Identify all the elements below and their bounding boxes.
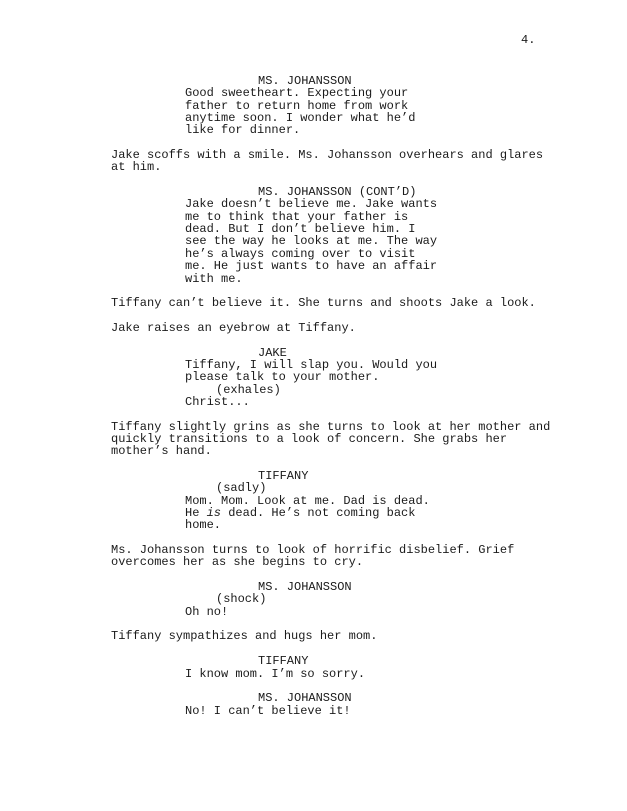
character-name: JAKE	[258, 345, 287, 360]
action	[111, 149, 581, 174]
dialogue-line: dead. But I don’t believe him. I	[185, 222, 416, 237]
action-line: overcomes her as she begins to cry.	[111, 555, 364, 570]
dialogue-line: Tiffany, I will slap you. Would you	[185, 357, 438, 372]
dialogue-line: Oh no!	[185, 604, 229, 619]
action-line: at him.	[111, 160, 162, 175]
page-number: 4.	[521, 33, 536, 47]
dialogue-line: Christ...	[185, 394, 250, 409]
action-line: quickly transitions to a look of concern. She grabs her	[111, 431, 508, 446]
action-line: Tiffany can’t believe it. She turns and shoots Jake a look.	[111, 296, 536, 311]
character-name: TIFFANY	[258, 469, 309, 483]
action-line: Jake raises an eyebrow at Tiffany.	[111, 320, 356, 335]
dialogue-line: father to return home from work	[185, 98, 409, 113]
action-line: mother’s hand.	[111, 444, 212, 459]
dialogue-line: with me.	[185, 271, 243, 286]
dialogue-line: Good sweetheart. Expecting your	[185, 86, 409, 101]
dialogue-line: me. He just wants to have an affair	[185, 259, 438, 274]
dialogue-line: No! I can’t believe it!	[185, 703, 351, 718]
dialogue-line: Jake doesn’t believe me. Jake wants	[185, 197, 438, 212]
script-body	[111, 75, 581, 717]
dialogue-line: me to think that your father is	[185, 209, 409, 224]
action-line: Ms. Johansson turns to look of horrific disbelief. Grief	[111, 543, 515, 558]
dialogue-line: he’s always coming over to visit	[185, 246, 416, 261]
parenthetical: (exhales)	[216, 382, 281, 397]
emphasis-text: is	[206, 506, 222, 521]
character-name: MS. JOHANSSON	[258, 691, 352, 706]
dialogue-line: see the way he looks at me. The way	[185, 234, 438, 249]
dialogue	[111, 87, 581, 136]
action	[111, 421, 581, 458]
dialogue-line: I know mom. I’m so sorry.	[185, 666, 366, 681]
dialogue-text: He	[185, 506, 207, 521]
dialogue-line: like for dinner.	[185, 123, 301, 138]
character-name: MS. JOHANSSON	[258, 580, 352, 595]
dialogue-line: home.	[185, 518, 222, 533]
parenthetical: (shock)	[216, 592, 267, 607]
dialogue-line: please talk to your mother.	[185, 370, 380, 385]
dialogue-line	[185, 507, 581, 519]
character-name: MS. JOHANSSON	[258, 74, 352, 88]
dialogue	[111, 198, 581, 284]
action-line: Jake scoffs with a smile. Ms. Johansson overhears and glares	[111, 148, 544, 163]
character-name: TIFFANY	[258, 654, 309, 669]
dialogue-line: Mom. Mom. Look at me. Dad is dead.	[185, 493, 430, 508]
character-name: MS. JOHANSSON (CONT’D)	[258, 185, 417, 200]
dialogue-text: dead. He’s not coming back	[221, 506, 416, 521]
dialogue-line: anytime soon. I wonder what he’d	[185, 111, 416, 126]
parenthetical: (sadly)	[216, 481, 267, 496]
action-line: Tiffany slightly grins as she turns to look at her mother and	[111, 419, 551, 434]
action-line: Tiffany sympathizes and hugs her mom.	[111, 629, 378, 644]
